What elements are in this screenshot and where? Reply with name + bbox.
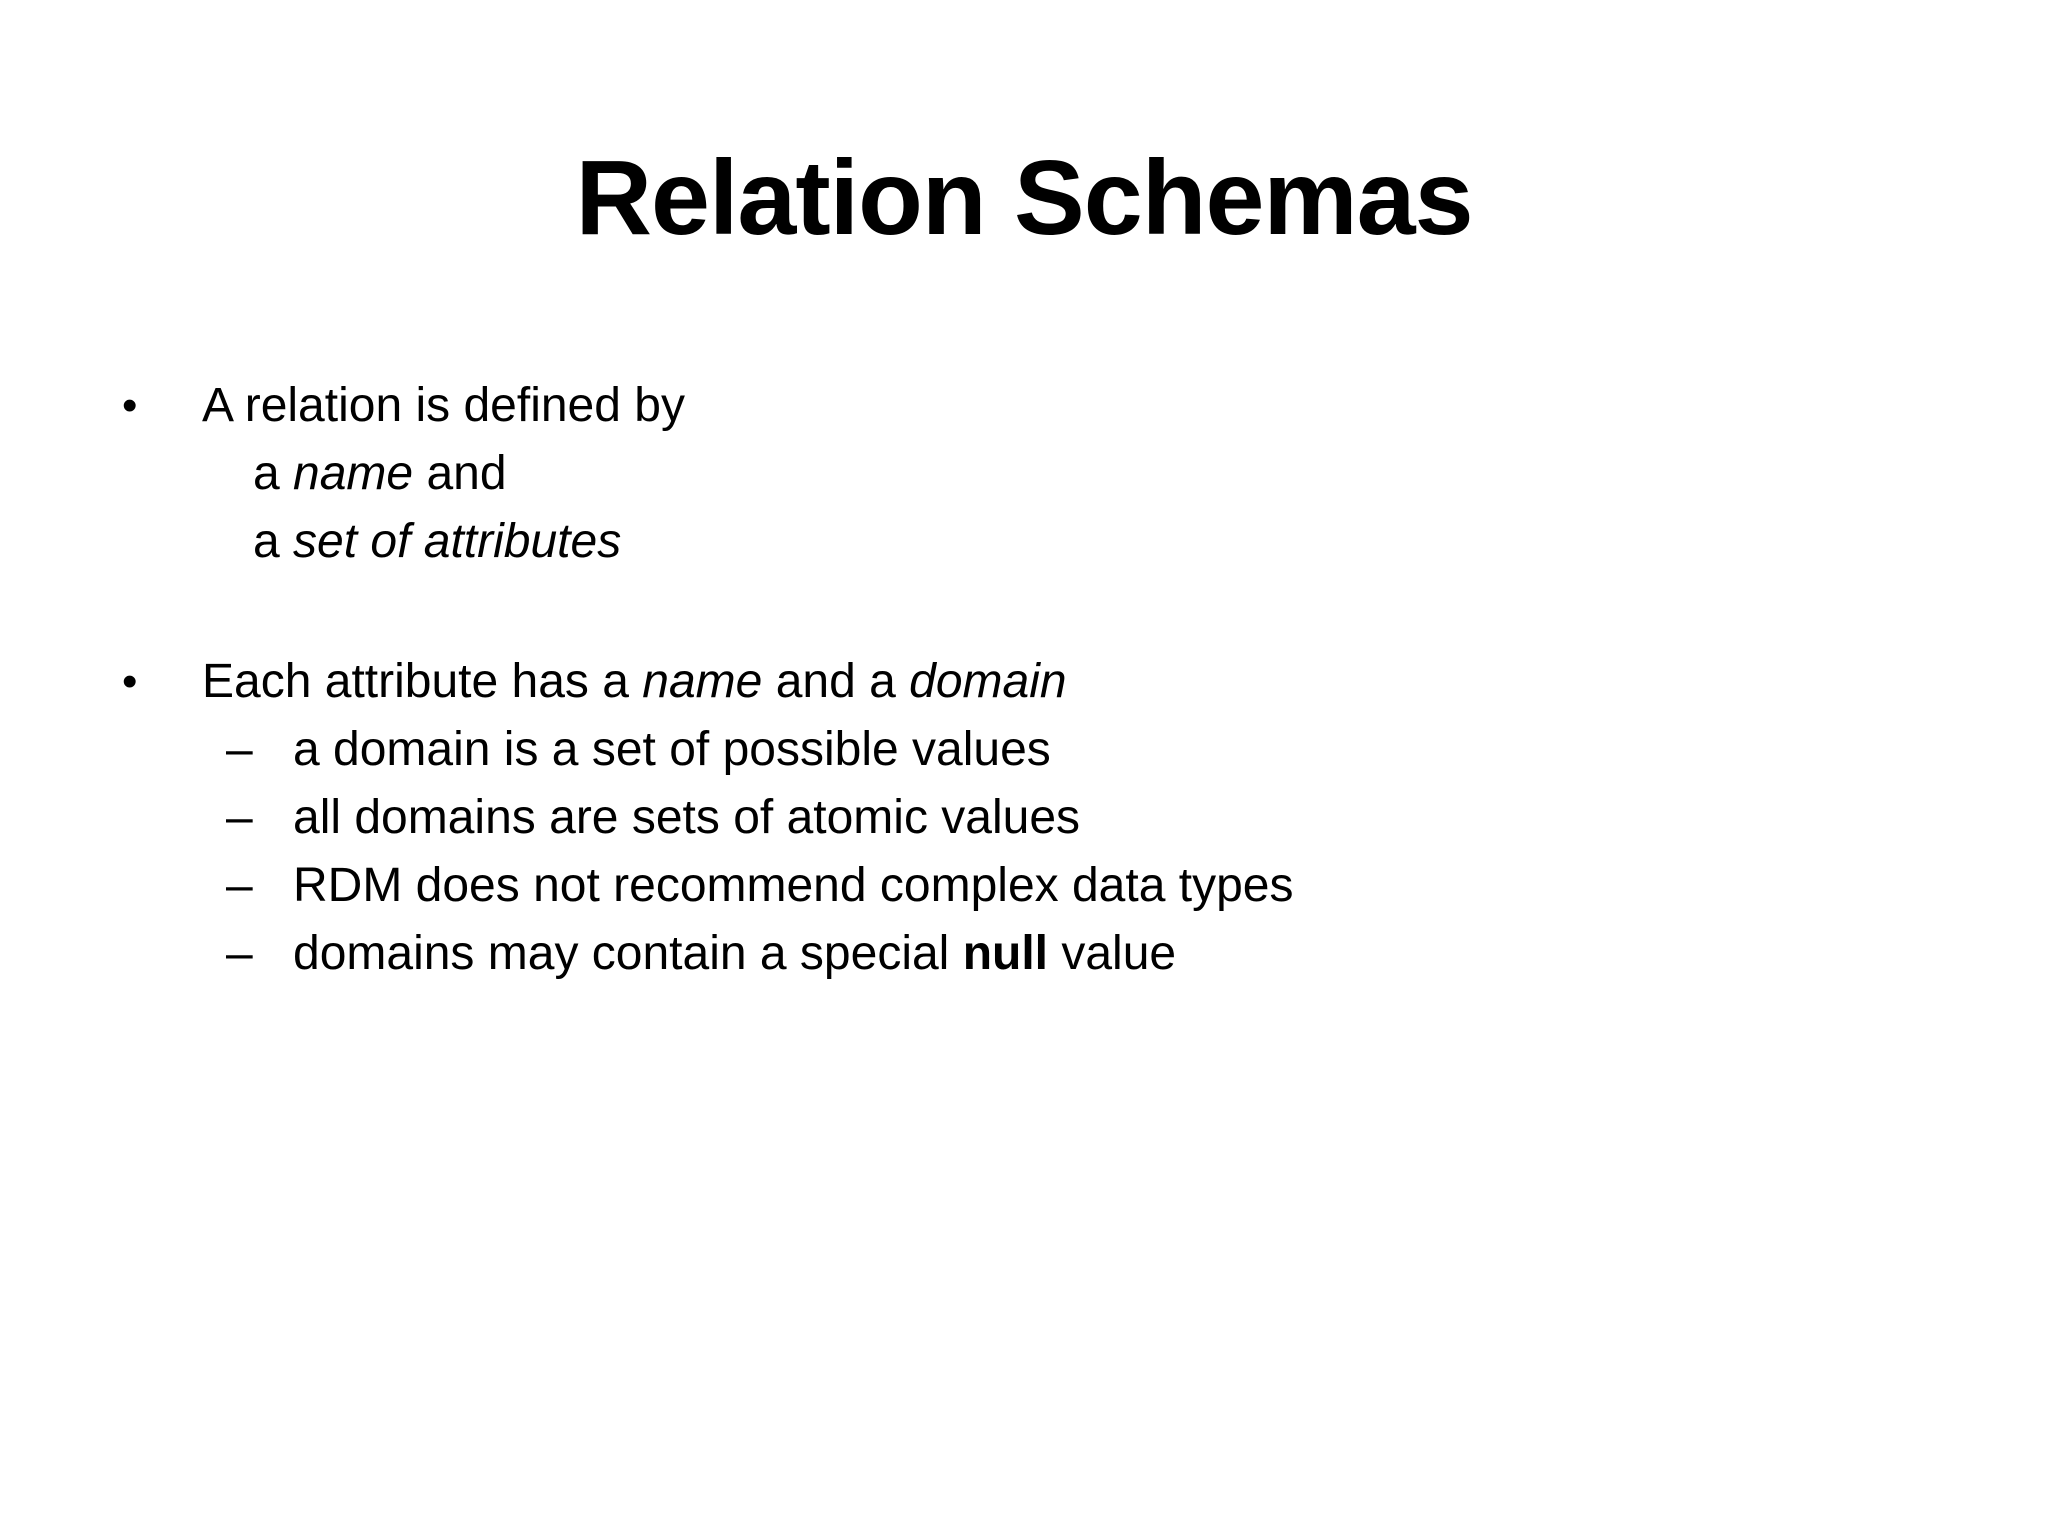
text-prefix: a [253,515,294,568]
bullet-marker: • [122,657,138,706]
text-prefix: domains may contain a special [293,927,963,980]
subitem-1: a domain is a set of possible values [293,723,1051,776]
bullet-1-line-3 [253,510,621,574]
emphasis-set-of-attributes: set of attributes [293,515,622,568]
text-middle: and a [762,655,910,708]
text-suffix: value [1048,927,1177,980]
emphasis-domain: domain [909,655,1067,708]
dash-marker: – [226,791,253,844]
dash-marker: – [226,859,253,912]
subitem-3: RDM does not recommend complex data types [293,859,1294,912]
emphasis-name: name [642,655,763,708]
bullet-2-text [202,650,1067,714]
bullet-1-text: A relation is defined by [202,379,685,432]
dash-marker: – [226,723,253,776]
slide-title: Relation Schemas [575,139,1473,257]
dash-marker: – [226,927,253,980]
subitem-4 [293,922,1176,986]
text-prefix: Each attribute has a [202,655,643,708]
bullet-1-line-2 [253,442,507,506]
strong-null: null [962,927,1048,980]
subitem-2: all domains are sets of atomic values [293,791,1081,844]
text-suffix: and [413,447,507,500]
emphasis-name: name [293,447,414,500]
text-prefix: a [253,447,294,500]
bullet-marker: • [122,381,138,430]
